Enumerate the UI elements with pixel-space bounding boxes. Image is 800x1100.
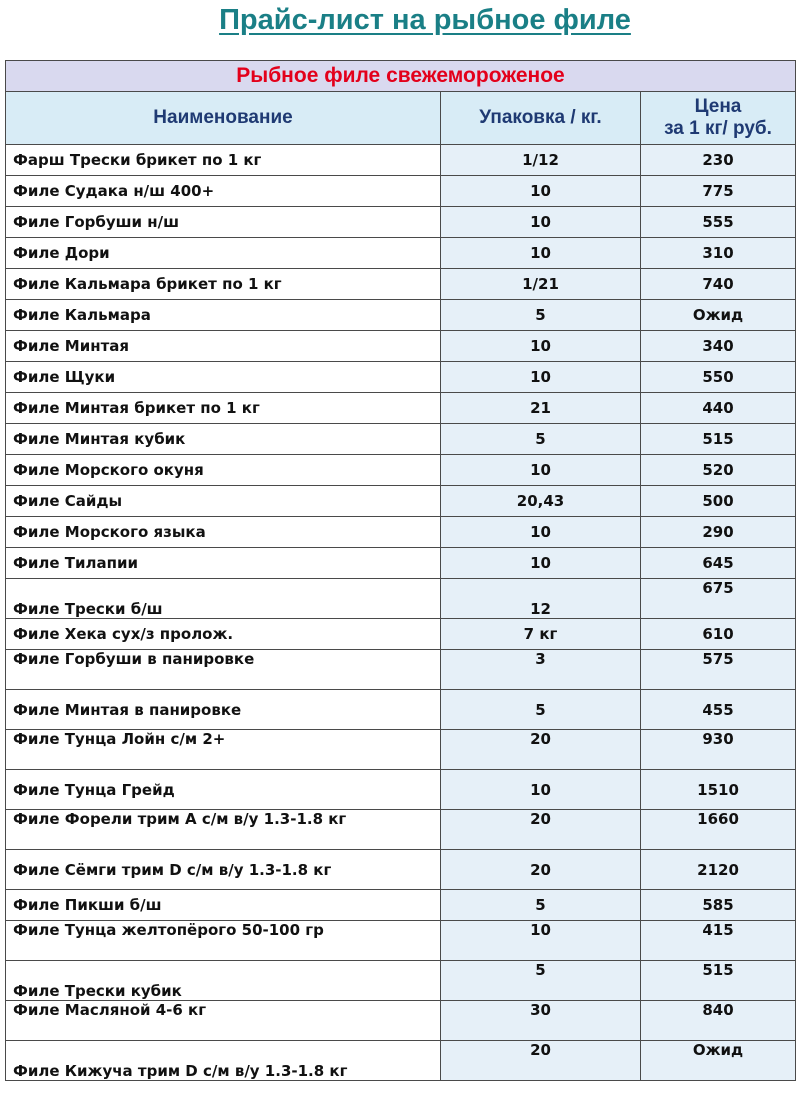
item-price: Ожид [641, 300, 796, 331]
table-row [6, 579, 796, 619]
item-name: Филе Пикши б/ш [6, 890, 441, 921]
item-price: 1660 [641, 810, 796, 850]
item-price: 2120 [641, 850, 796, 890]
column-header-row [6, 92, 796, 145]
item-price: 230 [641, 145, 796, 176]
item-price: 840 [641, 1001, 796, 1041]
item-pack: 20,43 [441, 486, 641, 517]
table-row [6, 145, 796, 176]
item-name: Филе Щуки [6, 362, 441, 393]
page-title: Прайс-лист на рыбное филе [219, 4, 631, 36]
item-pack: 10 [441, 238, 641, 269]
item-pack: 10 [441, 331, 641, 362]
table-row [6, 269, 796, 300]
item-name: Филе Горбуши н/ш [6, 207, 441, 238]
item-name: Филе Тунца желтопёрого 50-100 гр [6, 921, 441, 961]
section-title: Рыбное филе свежемороженое [6, 61, 796, 92]
table-row [6, 850, 796, 890]
item-pack: 20 [441, 850, 641, 890]
item-price: 585 [641, 890, 796, 921]
item-pack: 10 [441, 770, 641, 810]
item-pack: 5 [441, 890, 641, 921]
column-header-name: Наименование [6, 92, 441, 145]
item-price: 675 [641, 579, 796, 619]
item-price: 555 [641, 207, 796, 238]
column-header-price-line1: Цена [694, 96, 742, 117]
table-row [6, 455, 796, 486]
item-pack: 12 [441, 579, 641, 619]
item-pack: 5 [441, 690, 641, 730]
item-price: Ожид [641, 1041, 796, 1081]
item-price: 500 [641, 486, 796, 517]
item-name: Филе Минтая кубик [6, 424, 441, 455]
item-name: Филе Масляной 4-6 кг [6, 1001, 441, 1041]
item-price: 290 [641, 517, 796, 548]
table-row [6, 238, 796, 269]
item-pack: 1/12 [441, 145, 641, 176]
item-price: 645 [641, 548, 796, 579]
table-row [6, 770, 796, 810]
item-pack: 21 [441, 393, 641, 424]
item-pack: 20 [441, 810, 641, 850]
item-name: Филе Тунца Грейд [6, 770, 441, 810]
table-row [6, 730, 796, 770]
item-price: 440 [641, 393, 796, 424]
column-header-pack: Упаковка / кг. [441, 92, 641, 145]
table-row [6, 810, 796, 850]
item-pack: 10 [441, 207, 641, 238]
item-pack: 20 [441, 1041, 641, 1081]
table-body [6, 145, 796, 1081]
table-row [6, 393, 796, 424]
table-row [6, 1041, 796, 1081]
item-name: Филе Сёмги трим D с/м в/у 1.3-1.8 кг [6, 850, 441, 890]
item-pack: 20 [441, 730, 641, 770]
item-name: Филе Дори [6, 238, 441, 269]
item-name: Филе Тилапии [6, 548, 441, 579]
item-name: Филе Кальмара брикет по 1 кг [6, 269, 441, 300]
item-name: Филе Форели трим А с/м в/у 1.3-1.8 кг [6, 810, 441, 850]
item-name: Филе Минтая [6, 331, 441, 362]
item-name: Филе Морского языка [6, 517, 441, 548]
column-header-price [641, 92, 796, 145]
item-name: Филе Трески кубик [6, 961, 441, 1001]
item-price: 340 [641, 331, 796, 362]
table-row [6, 890, 796, 921]
item-name: Филе Морского окуня [6, 455, 441, 486]
item-price: 455 [641, 690, 796, 730]
item-name: Филе Трески б/ш [6, 579, 441, 619]
item-pack: 10 [441, 176, 641, 207]
item-name: Филе Хека сух/з пролож. [6, 619, 441, 650]
item-pack: 5 [441, 424, 641, 455]
item-price: 515 [641, 961, 796, 1001]
item-name: Филе Горбуши в панировке [6, 650, 441, 690]
item-name: Филе Сайды [6, 486, 441, 517]
item-pack: 10 [441, 517, 641, 548]
item-price: 520 [641, 455, 796, 486]
item-price: 515 [641, 424, 796, 455]
section-header-row [6, 61, 796, 92]
item-pack: 10 [441, 455, 641, 486]
item-price: 310 [641, 238, 796, 269]
table-row [6, 362, 796, 393]
item-name: Филе Тунца Лойн с/м 2+ [6, 730, 441, 770]
item-price: 415 [641, 921, 796, 961]
table-row [6, 690, 796, 730]
item-name: Филе Кальмара [6, 300, 441, 331]
item-price: 775 [641, 176, 796, 207]
table-row [6, 486, 796, 517]
item-pack: 5 [441, 300, 641, 331]
item-name: Филе Судака н/ш 400+ [6, 176, 441, 207]
item-name: Филе Минтая в панировке [6, 690, 441, 730]
table-row [6, 548, 796, 579]
table-row [6, 961, 796, 1001]
item-pack: 30 [441, 1001, 641, 1041]
table-row [6, 300, 796, 331]
item-pack: 10 [441, 362, 641, 393]
item-name: Филе Минтая брикет по 1 кг [6, 393, 441, 424]
price-table [5, 60, 796, 1081]
table-row [6, 619, 796, 650]
table-row [6, 517, 796, 548]
item-pack: 3 [441, 650, 641, 690]
item-price: 610 [641, 619, 796, 650]
table-row [6, 176, 796, 207]
table-row [6, 650, 796, 690]
item-price: 740 [641, 269, 796, 300]
item-pack: 10 [441, 548, 641, 579]
item-price: 575 [641, 650, 796, 690]
item-pack: 1/21 [441, 269, 641, 300]
table-row [6, 424, 796, 455]
item-price: 550 [641, 362, 796, 393]
table-row [6, 207, 796, 238]
item-name: Фарш Трески брикет по 1 кг [6, 145, 441, 176]
table-row [6, 1001, 796, 1041]
column-header-price-line2: за 1 кг/ руб. [664, 118, 772, 139]
table-row [6, 921, 796, 961]
item-price: 930 [641, 730, 796, 770]
item-name: Филе Кижуча трим D с/м в/у 1.3-1.8 кг [6, 1041, 441, 1081]
table-row [6, 331, 796, 362]
item-pack: 10 [441, 921, 641, 961]
item-pack: 7 кг [441, 619, 641, 650]
item-pack: 5 [441, 961, 641, 1001]
item-price: 1510 [641, 770, 796, 810]
